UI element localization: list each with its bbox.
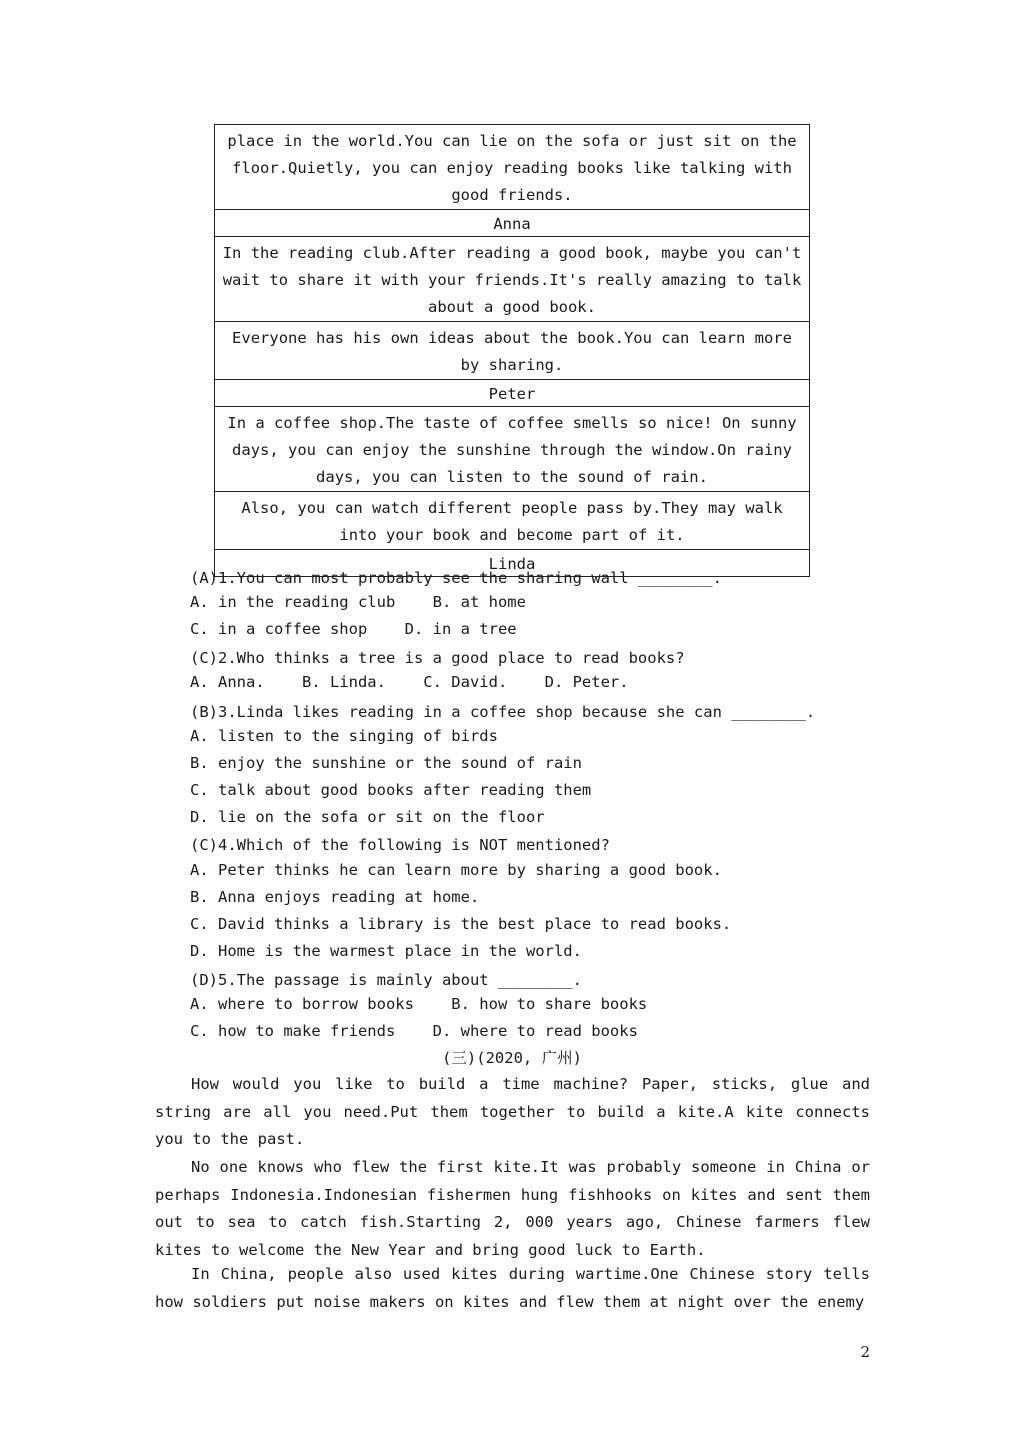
question-3-option-b: B. enjoy the sunshine or the sound of rain <box>190 754 582 772</box>
table-row: place in the world.You can lie on the sofa or just sit on the floor.Quietly, you can enjoy reading books like talking with good friends. <box>227 132 797 204</box>
question-3-option-a: A. listen to the singing of birds <box>190 727 498 745</box>
question-3-option-c: C. talk about good books after reading them <box>190 781 592 799</box>
passage-paragraph-3: In China, people also used kites during wartime.One Chinese story tells how soldiers put noise makers on kites and flew them at night over the enemy <box>155 1265 870 1311</box>
passage-paragraph-1: How would you like to build a time machine? Paper, sticks, glue and string are all you need.Put them together to build a kite.A kite connects you to the past. <box>155 1075 870 1148</box>
question-5-stem: (D)5.The passage is mainly about ________. <box>190 971 582 989</box>
reading-places-table <box>214 124 810 577</box>
question-2-options-line1: A. Anna. B. Linda. C. David. D. Peter. <box>190 673 629 691</box>
passage-paragraph-2: No one knows who flew the first kite.It was probably someone in China or perhaps Indonesia.Indonesian fishermen hung fishhooks on kites and sent them out to sea to catch fish.Starting 2, 000 years ago, Chinese farmers flew kites to welcome the New Year and bring good luck to Earth. <box>155 1158 870 1259</box>
table-row: In the reading club.After reading a good book, maybe you can't wait to share it with your friends.It's really amazing to talk about a good book. <box>215 236 809 321</box>
question-1-options-line2: C. in a coffee shop D. in a tree <box>190 620 517 638</box>
question-4-option-c: C. David thinks a library is the best place to read books. <box>190 915 732 933</box>
page-number: 2 <box>860 1343 870 1361</box>
table-row: In a coffee shop.The taste of coffee smells so nice! On sunny days, you can enjoy the sunshine through the window.On rainy days, you can listen to the sound of rain. <box>215 406 809 491</box>
question-5-options-line1: A. where to borrow books B. how to share books <box>190 995 648 1013</box>
question-5-options-line2: C. how to make friends D. where to read books <box>190 1022 638 1040</box>
table-row: Everyone has his own ideas about the book.You can learn more by sharing. <box>215 321 809 379</box>
question-1-options-line1: A. in the reading club B. at home <box>190 593 526 611</box>
section-title: (三)(2020, 广州) <box>442 1049 582 1067</box>
question-4-stem: (C)4.Which of the following is NOT mentioned? <box>190 836 610 854</box>
question-4-option-a: A. Peter thinks he can learn more by sharing a good book. <box>190 861 722 879</box>
question-2-stem: (C)2.Who thinks a tree is a good place to read books? <box>190 649 685 667</box>
question-4-option-b: B. Anna enjoys reading at home. <box>190 888 480 906</box>
question-3-option-d: D. lie on the sofa or sit on the floor <box>190 808 545 826</box>
question-3-stem: (B)3.Linda likes reading in a coffee shop because she can ________. <box>190 703 816 721</box>
question-1-stem: (A)1.You can most probably see the sharing wall ________. <box>190 569 722 587</box>
table-row-name: Anna <box>215 209 809 236</box>
question-4-option-d: D. Home is the warmest place in the world. <box>190 942 582 960</box>
table-row-name: Linda <box>215 549 809 576</box>
table-row-name: Peter <box>215 379 809 406</box>
table-row: Also, you can watch different people pass by.They may walk into your book and become part of it. <box>215 491 809 549</box>
